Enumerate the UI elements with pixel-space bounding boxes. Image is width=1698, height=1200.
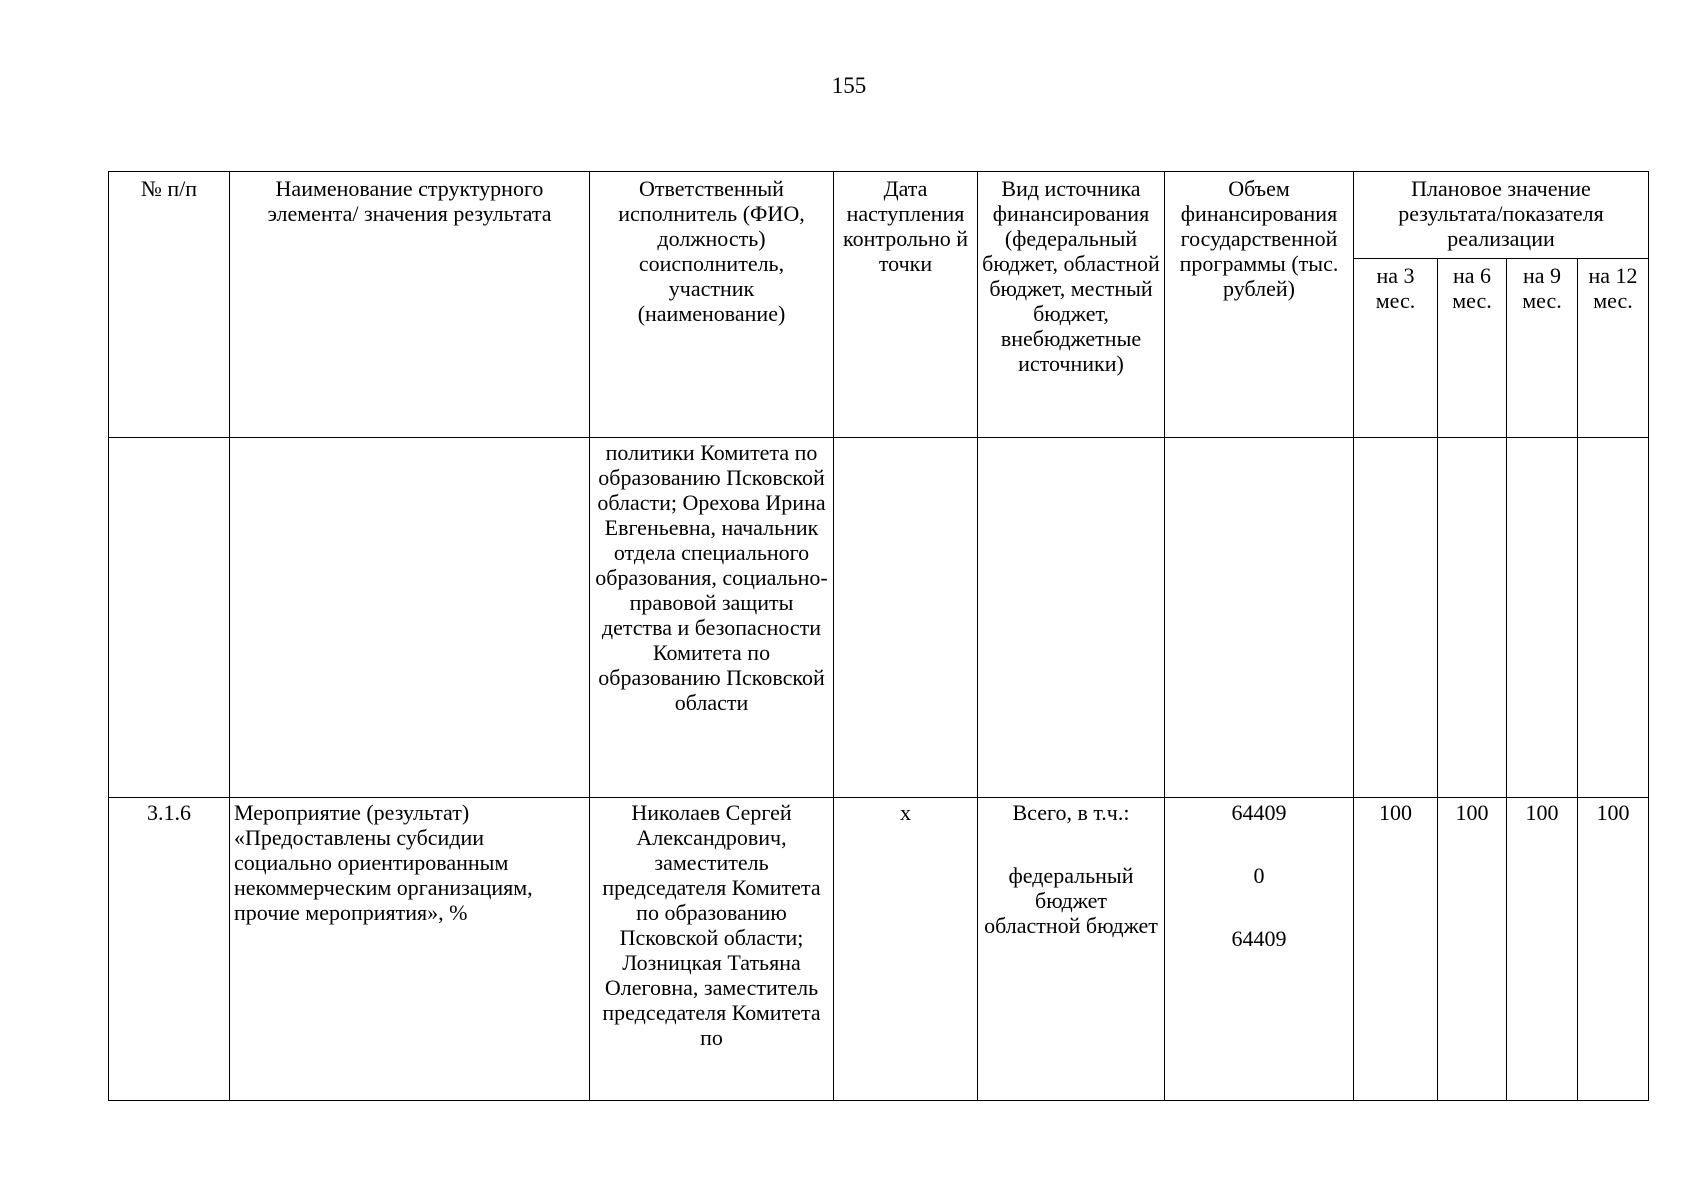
cell-date [834, 438, 978, 798]
header-date: Дата наступления контрольно й точки [834, 172, 978, 438]
cell-plan-9 [1507, 438, 1578, 798]
cell-plan-6: 100 [1438, 798, 1507, 1101]
table-row [109, 438, 1649, 798]
cell-num [109, 438, 230, 798]
page-number: 155 [831, 73, 867, 98]
header-num: № п/п [109, 172, 230, 438]
cell-plan-12: 100 [1578, 798, 1649, 1101]
cell-plan-3 [1354, 438, 1438, 798]
cell-source [978, 798, 1165, 1101]
volume-total: 64409 [1231, 800, 1287, 825]
header-plan-12: на 12 мес. [1578, 259, 1649, 438]
cell-plan-6 [1438, 438, 1507, 798]
source-total: Всего, в т.ч.: [1012, 800, 1130, 825]
cell-responsible: Николаев Сергей Александрович, заместитель председателя Комитета по образованию Псковской области; Лозницкая Татьяна Олеговна, заместитель председателя Комитета по [590, 798, 834, 1101]
cell-source [978, 438, 1165, 798]
cell-plan-3: 100 [1354, 798, 1438, 1101]
cell-volume [1165, 798, 1354, 1101]
source-federal: федеральный бюджет [1008, 863, 1134, 913]
header-plan-3: на 3 мес. [1354, 259, 1438, 438]
cell-plan-9: 100 [1507, 798, 1578, 1101]
header-plan-9: на 9 мес. [1507, 259, 1578, 438]
cell-volume [1165, 438, 1354, 798]
cell-num: 3.1.6 [109, 798, 230, 1101]
cell-responsible: политики Комитета по образованию Псковской области; Орехова Ирина Евгеньевна, начальник отдела специального образования, социально-правовой защиты детства и безопасности Комитета по образованию Псковской области [590, 438, 834, 798]
cell-plan-12 [1578, 438, 1649, 798]
header-plan-6: на 6 мес. [1438, 259, 1507, 438]
cell-name: Мероприятие (результат) «Предоставлены субсидии социально ориентированным некоммерческим организациям, прочие мероприятия», % [230, 798, 590, 1101]
header-source: Вид источника финансирования (федеральный бюджет, областной бюджет, местный бюджет, внебюджетные источники) [978, 172, 1165, 438]
table-header-row [109, 172, 1649, 259]
program-table [108, 171, 1649, 1101]
table-row [109, 798, 1649, 1101]
volume-federal: 0 [1253, 863, 1265, 888]
header-plan: Плановое значение результата/показателя реализации [1354, 172, 1649, 259]
header-volume: Объем финансирования государственной программы (тыс. рублей) [1165, 172, 1354, 438]
volume-regional: 64409 [1231, 926, 1287, 951]
source-regional: областной бюджет [984, 913, 1158, 938]
header-responsible: Ответственный исполнитель (ФИО, должность) соисполнитель, участник (наименование) [590, 172, 834, 438]
header-name: Наименование структурного элемента/ значения результата [230, 172, 590, 438]
cell-date: х [834, 798, 978, 1101]
cell-name [230, 438, 590, 798]
